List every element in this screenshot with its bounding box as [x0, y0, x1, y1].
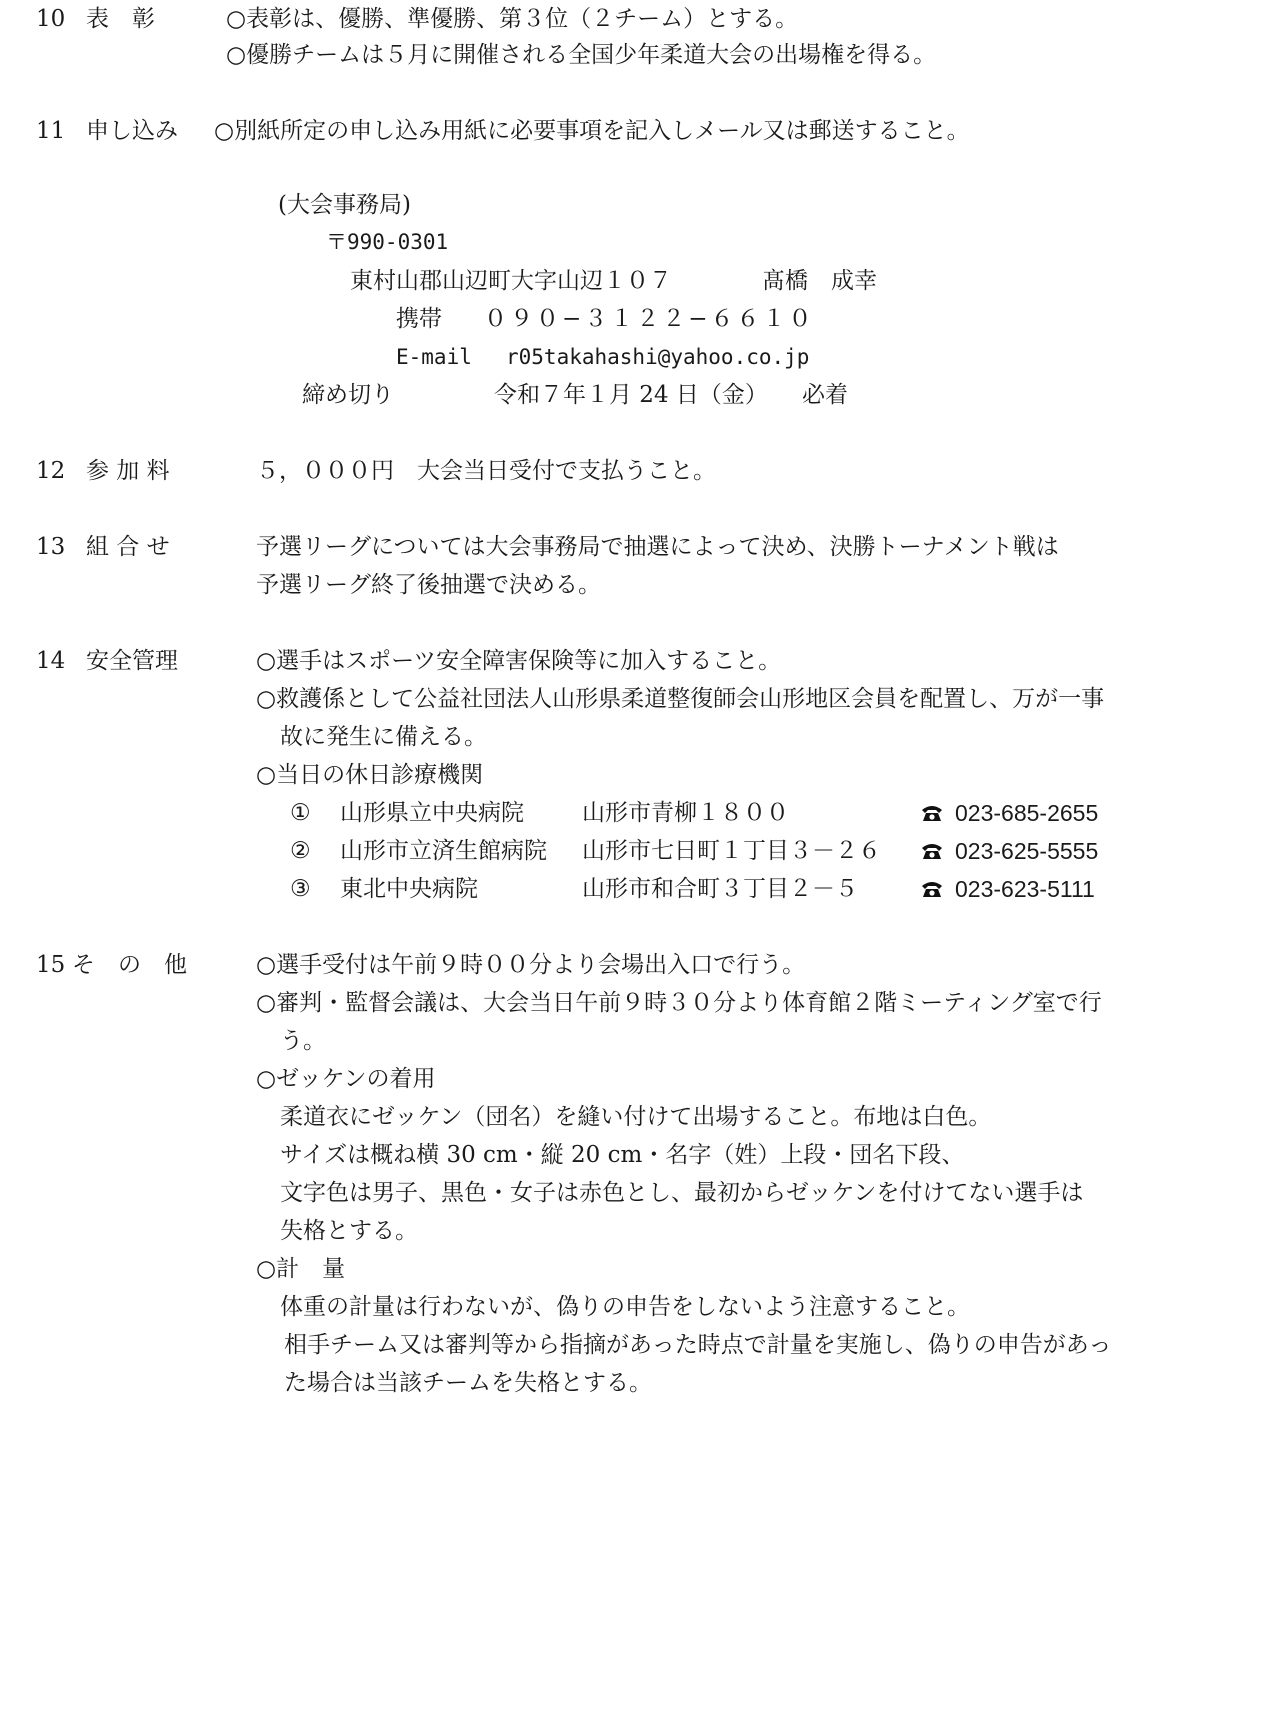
office-person: 髙橋 成幸 — [762, 268, 877, 294]
hospital-address: 山形市和合町３丁目２－５ — [582, 876, 858, 902]
email-label: E-mail — [396, 345, 472, 369]
section-title: 組 合 せ — [86, 534, 170, 560]
hospital-mark: ② — [290, 838, 311, 864]
body-line: 柔道衣にゼッケン（団名）を縫い付けて出場すること。布地は白色。 — [280, 1104, 992, 1130]
hospital-name: 山形市立済生館病院 — [340, 838, 547, 864]
body-line: ○ゼッケンの着用 — [256, 1066, 436, 1092]
hospital-phone: 023-685-2655 — [955, 800, 1099, 826]
telephone-icon — [920, 841, 944, 861]
body-line: ○優勝チームは５月に開催される全国少年柔道大会の出場権を得る。 — [226, 42, 937, 68]
section-title: 申し込み — [86, 118, 178, 144]
mobile-label: 携帯 — [396, 306, 442, 332]
section-number: 15 — [36, 952, 66, 978]
body-line: 故に発生に備える。 — [280, 724, 487, 750]
telephone-icon — [920, 803, 944, 823]
body-line: 体重の計量は行わないが、偽りの申告をしないよう注意すること。 — [280, 1294, 970, 1320]
body-line: サイズは概ね横 30 cm・縦 20 cm・名字（姓）上段・団名下段、 — [280, 1142, 965, 1168]
section-number: 11 — [36, 118, 66, 144]
deadline-date: 令和７年１月 24 日（金） — [494, 382, 768, 408]
body-line: ○計 量 — [256, 1256, 346, 1282]
section-title: そ の 他 — [72, 952, 187, 978]
telephone-icon — [920, 879, 944, 899]
section-number: 14 — [36, 648, 66, 674]
hospital-phone: 023-625-5555 — [955, 838, 1099, 864]
body-line: ○審判・監督会議は、大会当日午前９時３０分より体育館２階ミーティング室で行 — [256, 990, 1102, 1016]
office-label: (大会事務局) — [278, 192, 411, 218]
deadline-label: 締め切り — [302, 382, 394, 408]
body-line: ○別紙所定の申し込み用紙に必要事項を記入しメール又は郵送すること。 — [214, 118, 970, 144]
hospital-address: 山形市青柳１８００ — [582, 800, 789, 826]
body-line: 文字色は男子、黒色・女子は赤色とし、最初からゼッケンを付けてない選手は — [280, 1180, 1084, 1206]
deadline-note: 必着 — [802, 382, 848, 408]
body-line: ○選手はスポーツ安全障害保険等に加入すること。 — [256, 648, 782, 674]
hospital-name: 山形県立中央病院 — [340, 800, 524, 826]
body-line: ○表彰は、優勝、準優勝、第３位（２チーム）とする。 — [226, 6, 799, 32]
hospital-name: 東北中央病院 — [340, 876, 478, 902]
section-number: 10 — [36, 6, 66, 32]
section-title: 表 彰 — [86, 6, 155, 32]
section-number: 12 — [36, 458, 66, 484]
body-line: 予選リーグ終了後抽選で決める。 — [256, 572, 601, 598]
hospital-mark: ① — [290, 800, 311, 826]
section-title: 安全管理 — [86, 648, 178, 674]
body-line: 相手チーム又は審判等から指摘があった時点で計量を実施し、偽りの申告があっ — [284, 1332, 1112, 1358]
body-line: ○救護係として公益社団法人山形県柔道整復師会山形地区会員を配置し、万が一事 — [256, 686, 1105, 712]
hospital-mark: ③ — [290, 876, 311, 902]
body-line: 失格とする。 — [280, 1218, 418, 1244]
body-line: 予選リーグについては大会事務局で抽選によって決め、決勝トーナメント戦は — [256, 534, 1059, 560]
mobile-number: ０９０−３１２２−６６１０ — [484, 306, 815, 332]
body-line: ○選手受付は午前９時００分より会場出入口で行う。 — [256, 952, 806, 978]
email-address: r05takahashi@yahoo.co.jp — [506, 345, 810, 369]
body-line: た場合は当該チームを失格とする。 — [284, 1370, 652, 1396]
section-title: 参 加 料 — [86, 458, 170, 484]
body-line: ５，０００円 大会当日受付で支払うこと。 — [256, 458, 716, 484]
section-number: 13 — [36, 534, 66, 560]
body-line: ○当日の休日診療機関 — [256, 762, 484, 788]
postal-code: 〒990-0301 — [326, 230, 449, 254]
hospital-address: 山形市七日町１丁目３－２６ — [582, 838, 881, 864]
hospital-phone: 023-623-5111 — [955, 876, 1095, 902]
body-line: う。 — [280, 1028, 326, 1054]
office-address: 東村山郡山辺町大字山辺１０７ — [350, 268, 672, 294]
